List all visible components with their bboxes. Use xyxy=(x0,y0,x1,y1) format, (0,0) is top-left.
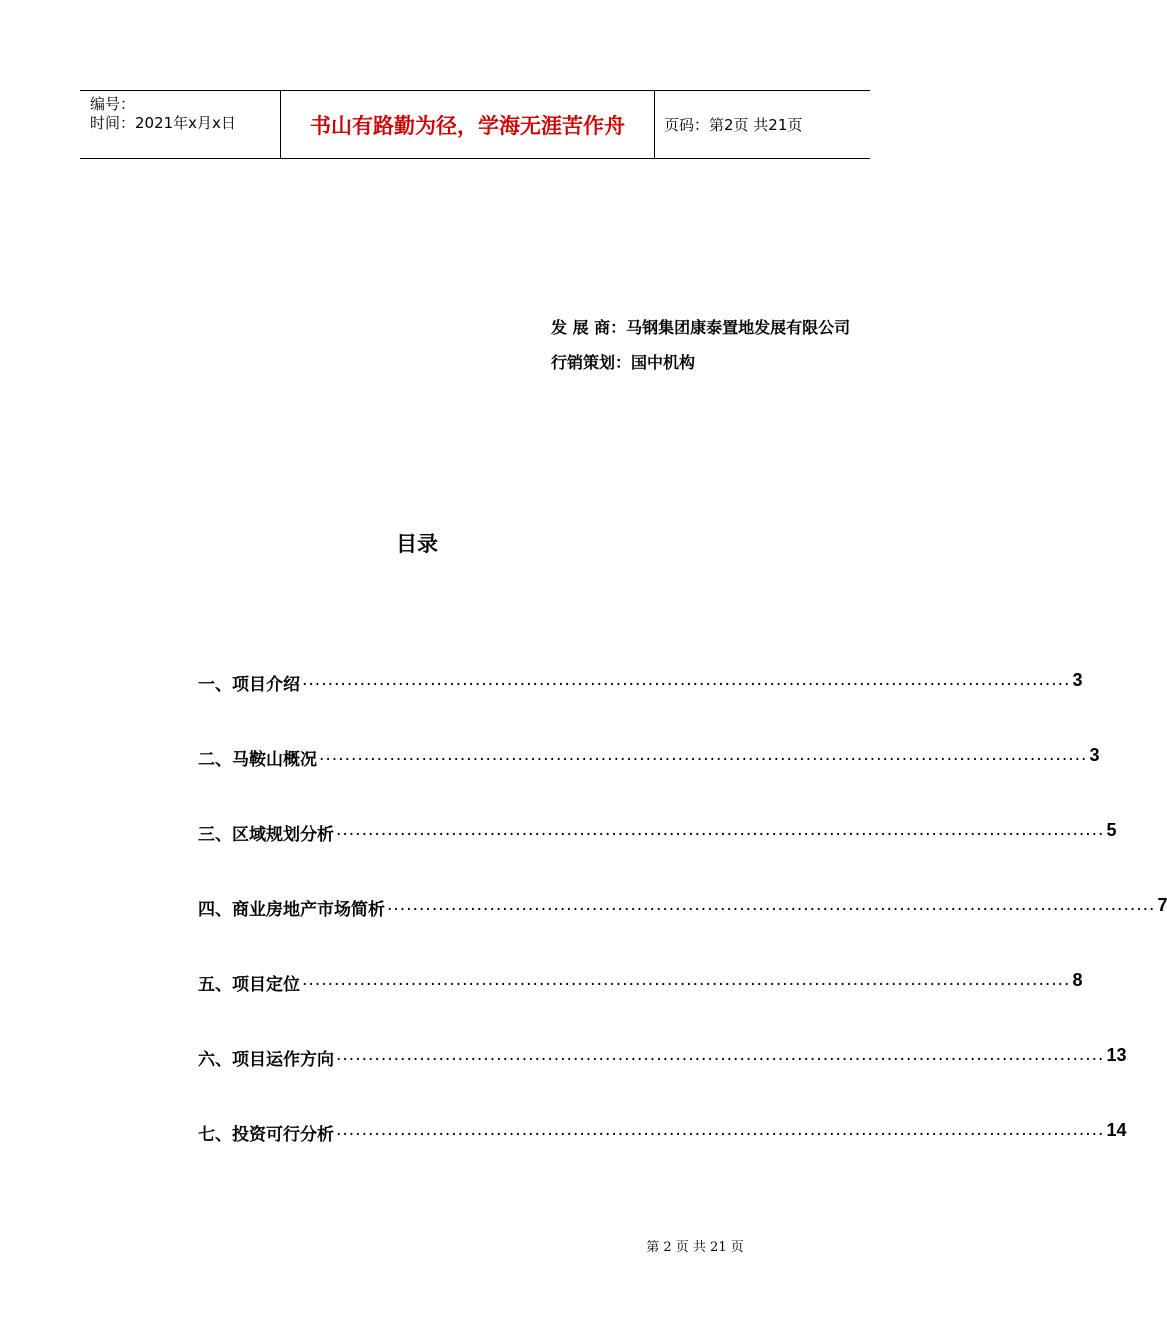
toc-item-label: 五、项目定位 xyxy=(198,975,300,995)
toc-item[interactable] xyxy=(198,1045,1127,1120)
toc-item-label: 六、项目运作方向 xyxy=(198,1050,334,1070)
toc-item[interactable] xyxy=(198,670,1083,745)
toc-leader-dots: ........................................................................................................................ xyxy=(387,895,1156,915)
header-page-info: 页码：第2页 共21页 xyxy=(664,116,803,134)
toc-item[interactable] xyxy=(198,895,1167,970)
header-page-cell xyxy=(655,91,870,158)
planner-line: 行销策划：国中机构 xyxy=(551,353,696,372)
toc-item[interactable] xyxy=(198,745,1100,820)
header-meta-cell xyxy=(80,91,281,158)
toc-leader-dots: ........................................................................................................................ xyxy=(302,970,1071,990)
toc-leader-dots: ........................................................................................................................ xyxy=(336,1045,1105,1065)
toc-item-page: 8 xyxy=(1072,970,1083,990)
toc-item-page: 7 xyxy=(1157,895,1167,915)
number-label: 编号： xyxy=(90,95,136,113)
toc-item-label: 一、项目介绍 xyxy=(198,675,300,695)
toc-item-page: 3 xyxy=(1072,670,1083,690)
toc-item-page: 3 xyxy=(1089,745,1100,765)
toc-leader-dots: ........................................................................................................................ xyxy=(319,745,1088,765)
toc-item-label: 二、马鞍山概况 xyxy=(198,750,317,770)
toc-item-label: 七、投资可行分析 xyxy=(198,1125,334,1145)
toc-item[interactable] xyxy=(198,820,1117,895)
toc-item[interactable] xyxy=(198,970,1083,1045)
motto: 书山有路勤为径，学海无涯苦作舟 xyxy=(310,113,625,138)
footer-page-number: 第 2 页 共 21 页 xyxy=(646,1240,744,1255)
toc-item-label: 三、区域规划分析 xyxy=(198,825,334,845)
toc-item-page: 14 xyxy=(1106,1120,1127,1140)
toc-title: 目录 xyxy=(396,532,438,556)
header-motto-cell xyxy=(281,91,655,158)
toc-leader-dots: ........................................................................................................................ xyxy=(336,1120,1105,1140)
page-header xyxy=(80,90,870,159)
toc-item-page: 5 xyxy=(1106,820,1117,840)
table-of-contents xyxy=(198,670,1167,1195)
toc-leader-dots: ........................................................................................................................ xyxy=(302,670,1071,690)
toc-item[interactable] xyxy=(198,1120,1127,1195)
time-label: 时间：2021年x月x日 xyxy=(90,114,236,132)
developer-block xyxy=(551,310,850,380)
toc-item-label: 四、商业房地产市场简析 xyxy=(198,900,385,920)
page-footer xyxy=(0,1236,950,1255)
toc-item-page: 13 xyxy=(1106,1045,1127,1065)
developer-line: 发 展 商：马钢集团康泰置地发展有限公司 xyxy=(551,318,851,337)
toc-leader-dots: ........................................................................................................................ xyxy=(336,820,1105,840)
